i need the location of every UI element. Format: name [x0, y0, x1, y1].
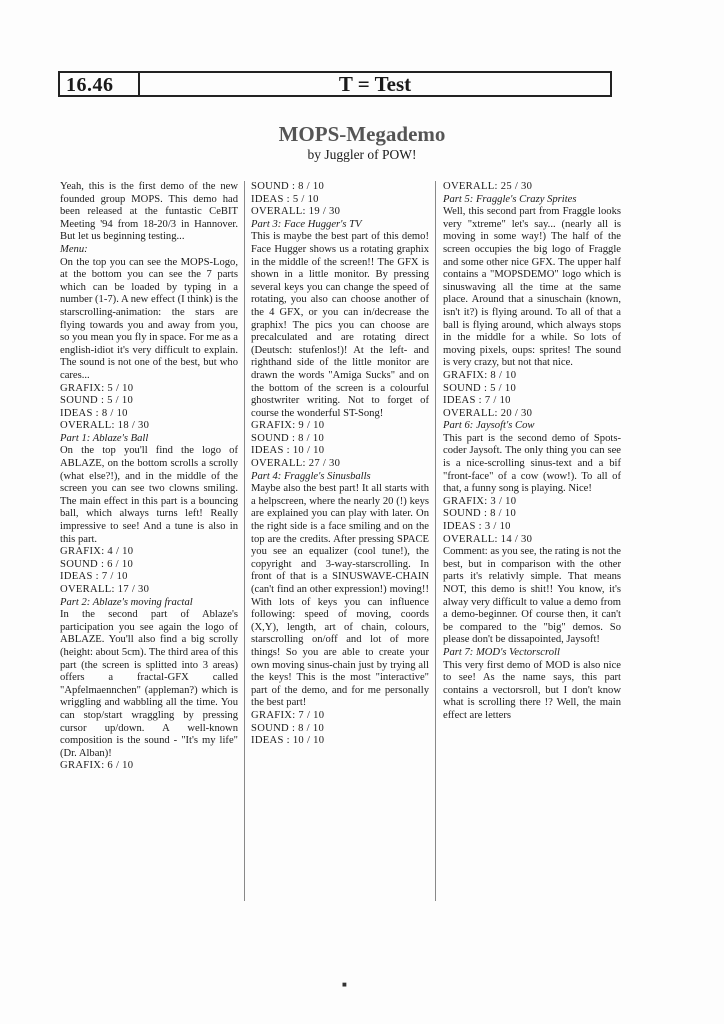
- paragraph: This very first demo of MOD is also nice to see! As the name says, this part contains a vectorsroll, but I don't know what is scrolling there !? Well, the main effect are letters: [443, 659, 621, 721]
- score-line: OVERALL: 19 / 30: [251, 206, 341, 218]
- score-line: GRAFIX: 5 / 10: [60, 382, 134, 394]
- score-line: SOUND : 8 / 10: [251, 181, 325, 192]
- paragraph: This part is the second demo of Spots-coder Jaysoft. The only thing you can see is a nice-scrolling sinus-text and a bif "front-face" of a cow (wow!). To all of that, a funny song is playing. Nice!: [443, 432, 621, 495]
- page-number: 16.46: [66, 74, 114, 96]
- section-title: T = Test: [338, 72, 412, 96]
- score-line: GRAFIX: 9 / 10: [251, 420, 325, 432]
- part-heading: Part 1: Ablaze's Ball: [60, 432, 149, 444]
- score-line: GRAFIX: 7 / 10: [251, 709, 325, 721]
- score-line: OVERALL: 18 / 30: [60, 420, 150, 432]
- score-line: OVERALL: 20 / 30: [443, 407, 533, 419]
- score-line: SOUND : 5 / 10: [443, 382, 517, 394]
- paragraph: On the top you can see the MOPS-Logo, at the bottom you can see the 7 parts which can be loaded by typing in a number (1-7). A new effect (I think) is the starscrolling-animation: the stars are flying towards you and away from you, so you mean you fly in space. For me as a english-idiot it's very difficult to explain. The sound is not one of the best, but who cares...: [60, 256, 238, 381]
- part-heading: Part 2: Ablaze's moving fractal: [60, 596, 193, 608]
- score-line: GRAFIX: 4 / 10: [60, 546, 134, 558]
- score-line: SOUND : 5 / 10: [60, 395, 134, 407]
- score-line: IDEAS : 5 / 10: [251, 193, 319, 205]
- text-column-1: [60, 181, 238, 773]
- score-line: SOUND : 8 / 10: [251, 432, 325, 444]
- score-line: OVERALL: 27 / 30: [251, 458, 341, 470]
- score-line: IDEAS : 10 / 10: [251, 445, 325, 457]
- paragraph: Yeah, this is the first demo of the new founded group MOPS. This demo had been released at the funtastic CeBIT Meeting '94 from 18-20/3 in Hannover. But let us beginning testing...: [60, 181, 238, 243]
- score-line: IDEAS : 10 / 10: [251, 735, 325, 747]
- column-divider: [244, 181, 245, 901]
- score-line: IDEAS : 8 / 10: [60, 407, 128, 419]
- paragraph: Well, this second part from Fraggle looks very "xtreme" let's say... (nearly all is moving in some way!) The half of the screen occupies the big logo of Fraggle and some other nice GFX. The upper half contains a "MOPSDEMO" logo which is sinuswaving all the time at the same place. Around that a sinuschain (known, isn't it?) is flying around. To all of that a ball is flying around, which always stops in the middle for a while. So lots of moving pixels, oups: sprites! The sound is very crazy, but not that nice.: [443, 206, 621, 369]
- paragraph: In the second part of Ablaze's participation you see again the logo of ABLAZE. You'll also find a big scrolly (height: about 5cm). The third area of this part (the screen is splitted into 3 areas) offers a fractal-GFX called "Apfelmaennchen" (appleman?) which is wriggling and wabbling all the time. You can stop/start wraggling by pressing cursor up/down. A well-known composition is the sound - "It's my life" (Dr. Alban)!: [60, 609, 238, 759]
- paragraph: Maybe also the best part! It all starts with a helpscreen, where the nearly 20 (!) keys are explained you can play with later. On the right side is a face smiling and on the top are the credits. After pressing SPACE you see an equalizer (cool tune!), the copyright and 3-way-starscrolling. In front of that is a SINUSWAVE-CHAIN (can't find an other expression!) moving!! With lots of keys you can influence following: speed of moving, coords (X,Y), length, art of chain, colours, starscrolling on/off and lot of more things! So you are able to create your own moving sinus-chain just by trying all the keys! This is the most "interactive" part of the demo, and for me personally the best part!: [251, 483, 429, 709]
- part-heading: Part 3: Face Hugger's TV: [251, 218, 362, 230]
- score-line: SOUND : 8 / 10: [443, 508, 517, 520]
- footer-mark: ■: [342, 980, 347, 989]
- part-heading: Part 4: Fraggle's Sinusballs: [251, 470, 371, 482]
- part-heading: Part 7: MOD's Vectorscroll: [443, 646, 560, 658]
- score-line: IDEAS : 7 / 10: [60, 571, 128, 583]
- score-line: GRAFIX: 6 / 10: [60, 760, 134, 772]
- article-title: MOPS-Megademo: [278, 122, 446, 146]
- score-line: IDEAS : 7 / 10: [443, 395, 511, 407]
- score-line: SOUND : 8 / 10: [251, 722, 325, 734]
- score-line: GRAFIX: 3 / 10: [443, 495, 517, 507]
- text-column-2: [251, 181, 429, 748]
- score-line: OVERALL: 14 / 30: [443, 533, 533, 545]
- score-line: IDEAS : 3 / 10: [443, 521, 511, 533]
- paragraph: This is maybe the best part of this demo! Face Hugger shows us a rotating graphix in the middle of the screen!! The GFX is shown in a little monitor. By pressing several keys you can change the speed of rotating, you also can choose another of the 4 GFX, or you can in/decrease the graphix! The pics you can choose are precalculated and are rotating direct (Deutsch: stufenlos!)! At the left- and righthand side of the little monitor are drawn the words "Amiga Sucks" and on the bottom of the screen is a colourful ghostwriter writing. Not to forget of course the wonderful ST-Song!: [251, 231, 429, 419]
- part-heading: Part 5: Fraggle's Crazy Sprites: [443, 193, 577, 205]
- text-column-3: [443, 181, 621, 723]
- paragraph: On the top you'll find the logo of ABLAZE, on the bottom scrolls a scrolly (what else?!), and in the middle of the screen you can see two clowns smiling. The main effect in this part is a bouncing ball, which always turns left! Really impressive to see! And a tune is also in this part.: [60, 445, 238, 545]
- score-line: SOUND : 6 / 10: [60, 558, 134, 570]
- section-header: [58, 71, 612, 97]
- part-heading: Part 6: Jaysoft's Cow: [443, 420, 535, 432]
- paragraph: Comment: as you see, the rating is not the best, but in comparison with the other parts it's relativly simple. That means NOT, this demo is shit!! You know, it's alway very difficult to value a demo from a demo-beginner. Of course then, it can't be compared to the "big" demos. So please don't be dissapointed, Jaysoft!: [443, 546, 622, 646]
- score-line: OVERALL: 25 / 30: [443, 181, 533, 192]
- part-heading: Menu:: [60, 243, 88, 255]
- score-line: OVERALL: 17 / 30: [60, 584, 150, 595]
- score-line: GRAFIX: 8 / 10: [443, 369, 517, 381]
- article-byline: by Juggler of POW!: [307, 147, 417, 162]
- column-divider: [435, 181, 436, 901]
